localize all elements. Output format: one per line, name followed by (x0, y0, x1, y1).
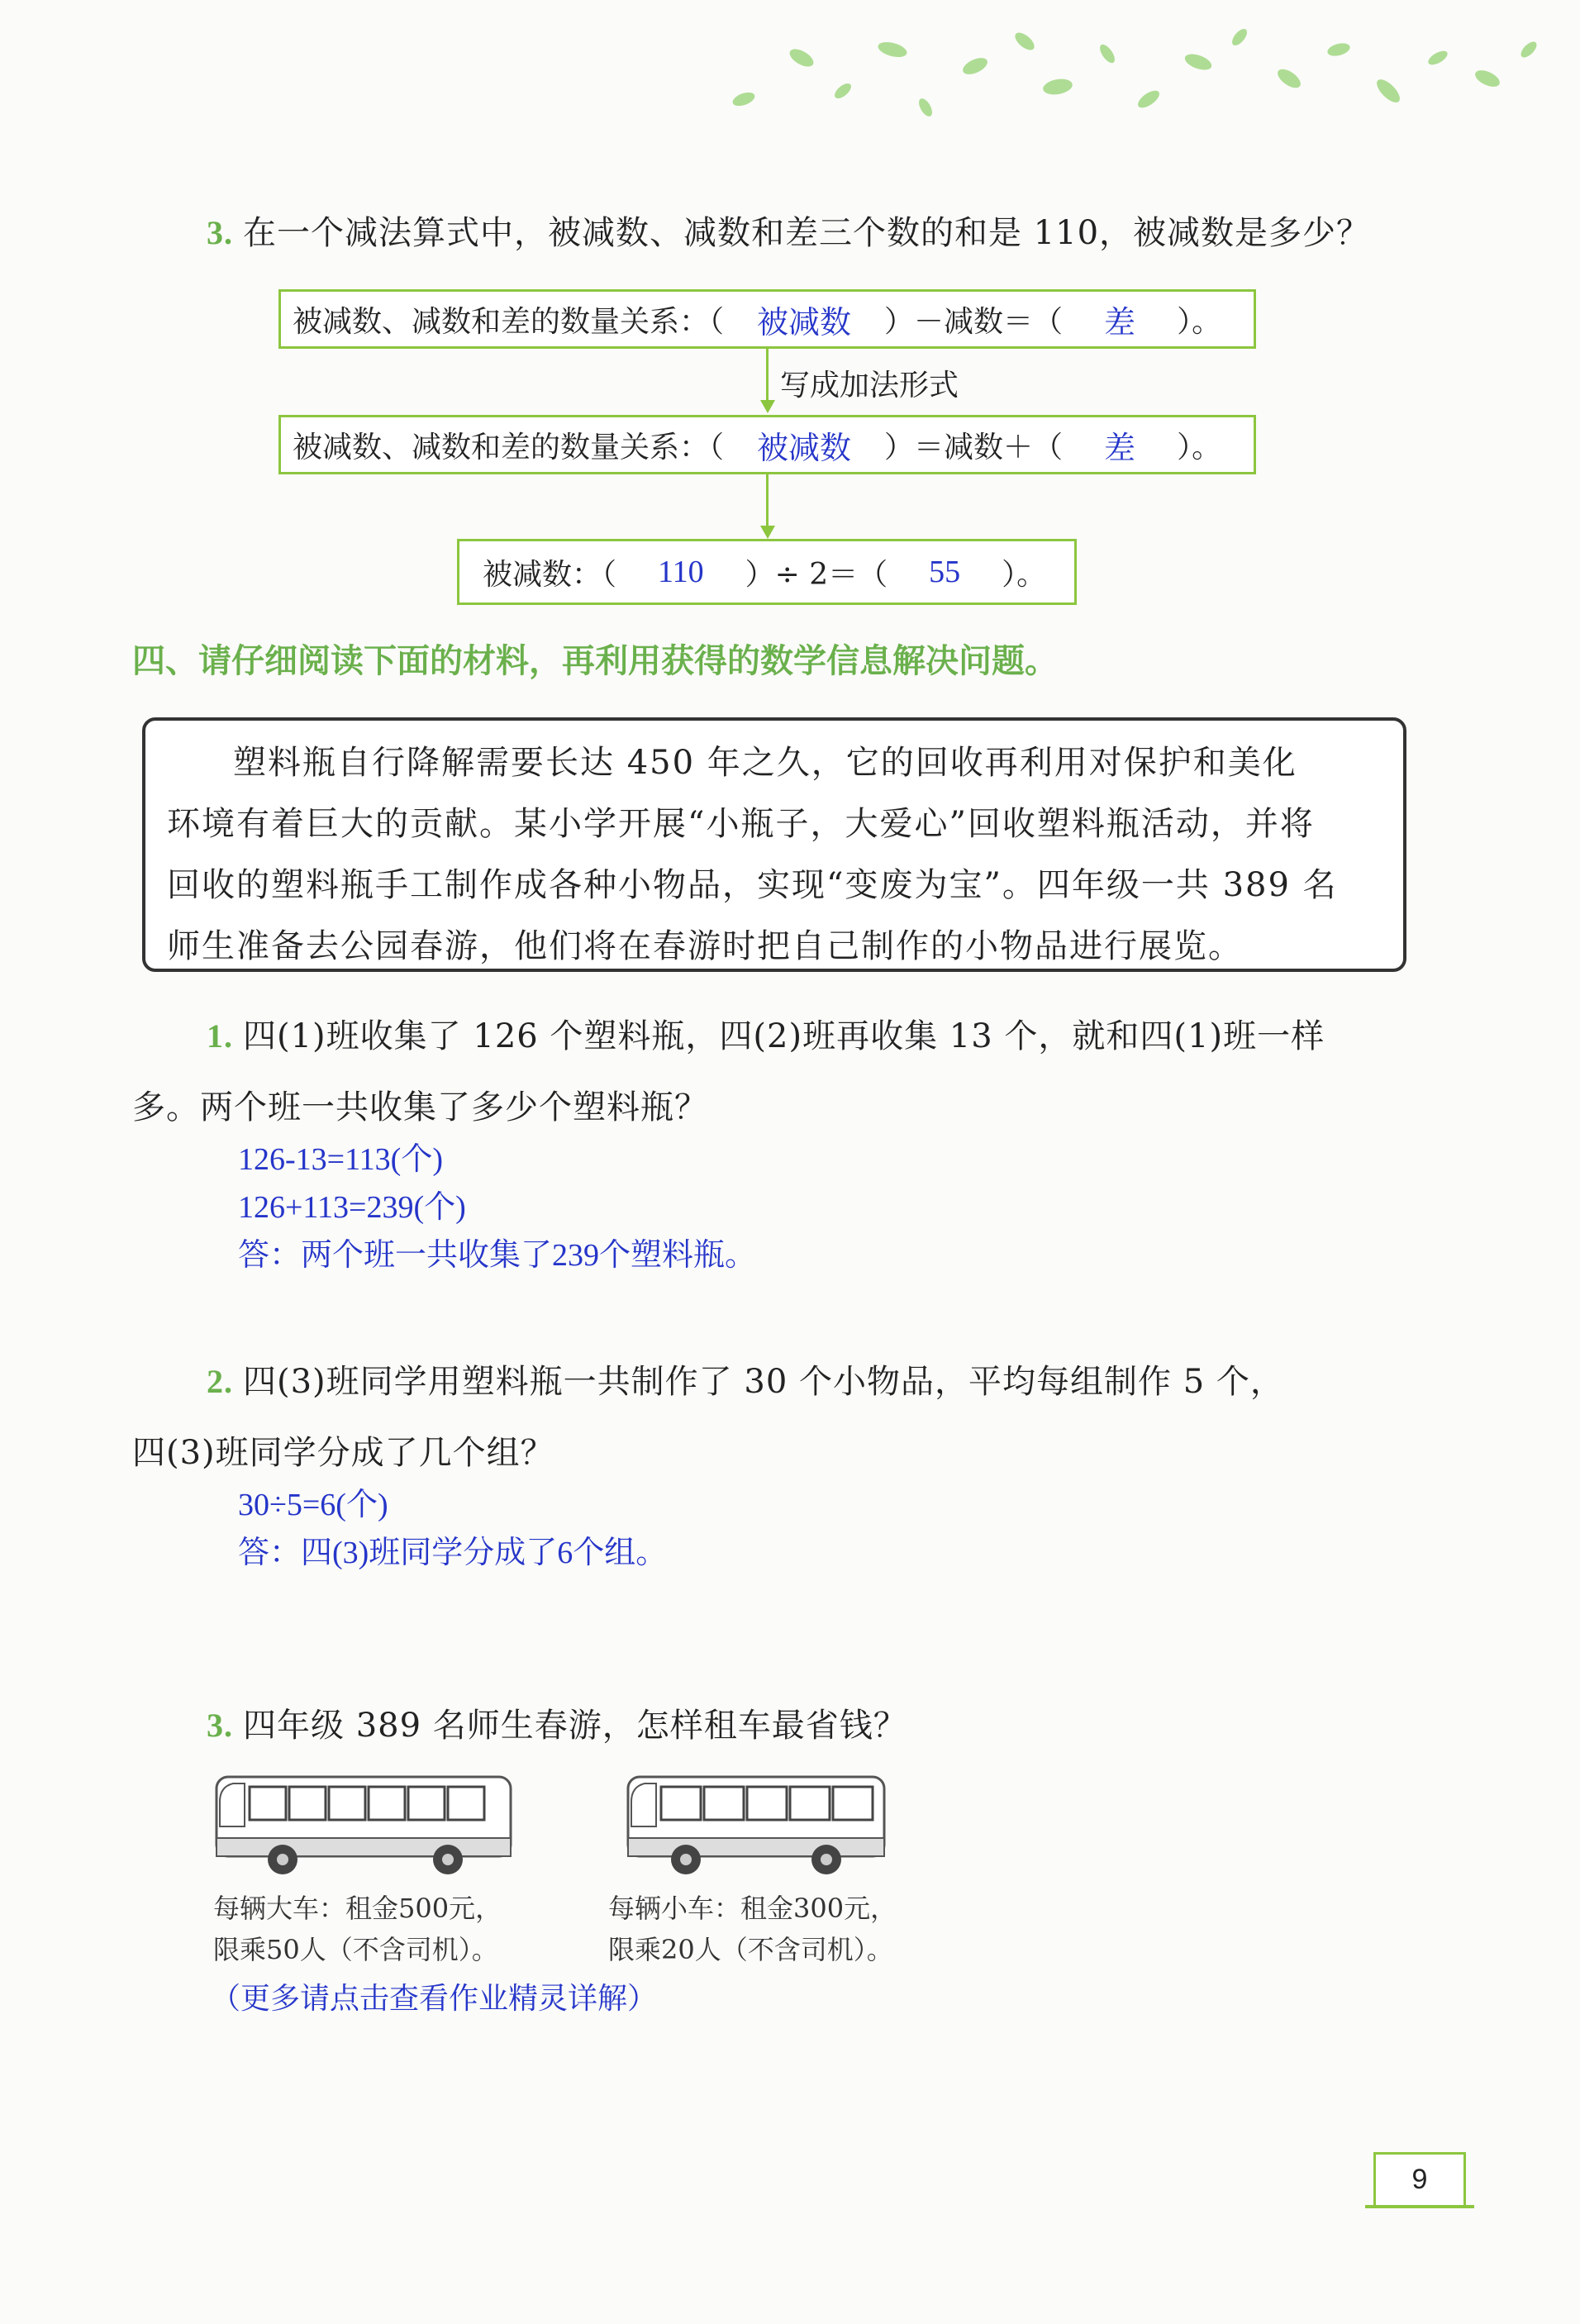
q3-top-question (207, 207, 1370, 254)
big-bus-caption (213, 1888, 502, 1970)
arrow-2-line (766, 474, 769, 526)
q2-line-2: 四(3)班同学分成了几个组？ (132, 1434, 554, 1472)
box3-answer-1: 110 (658, 555, 704, 589)
q1-answer-2: 126+113=239(个) (238, 1190, 466, 1225)
small-bus-rent: 每辆小车：租金300元， (608, 1893, 897, 1924)
result-box (457, 539, 1077, 605)
section-4-title: 四、请仔细阅读下面的材料，再利用获得的数学信息解决问题。 (132, 642, 1058, 680)
material-line-2: 环境有着巨大的贡献。某小学开展“小瓶子，大爱心”回收塑料瓶活动，并将 (167, 805, 1315, 843)
box1-answer-2: 差 (1104, 305, 1136, 341)
small-bus-icon (620, 1769, 892, 1881)
box3-prefix: 被减数：（ (483, 557, 617, 592)
big-bus-rent: 每辆大车：租金500元， (213, 1893, 502, 1924)
q3-text: 四年级 389 名师生春游，怎样租车最省钱？ (243, 1707, 907, 1745)
q1-number: 1. (207, 1017, 233, 1055)
q2-answer-1: 30÷5=6(个) (238, 1488, 388, 1522)
arrow-2-head (760, 526, 775, 539)
material-line-1: 塑料瓶自行降解需要长达 450 年之久，它的回收再利用对保护和美化 (233, 744, 1297, 782)
box2-mid: ）＝减数＋（ (884, 430, 1064, 464)
q1-answer-1: 126-13=113(个) (238, 1142, 443, 1177)
box3-suffix: ）。 (1002, 557, 1047, 592)
box3-mid: ）÷ 2＝（ (745, 557, 888, 592)
box3-answer-2: 55 (929, 555, 961, 589)
relation-box-1 (278, 289, 1256, 349)
more-details-link[interactable]: （更多请点击查看作业精灵详解） (211, 1982, 658, 2016)
q2-answers (238, 1481, 667, 1577)
box1-mid: ）－减数＝（ (884, 304, 1064, 339)
q2-text-1: 四(3)班同学用塑料瓶一共制作了 30 个小物品，平均每组制作 5 个， (243, 1363, 1284, 1401)
leaves-decoration (711, 17, 1554, 140)
box2-suffix: ）。 (1177, 430, 1222, 464)
q2-number: 2. (207, 1363, 233, 1400)
q1-line-2: 多。两个班一共收集了多少个塑料瓶？ (132, 1088, 708, 1126)
q3-top-text: 在一个减法算式中，被减数、减数和差三个数的和是 110，被减数是多少？ (243, 214, 1371, 252)
q1-text-1: 四(1)班收集了 126 个塑料瓶，四(2)班再收集 13 个，就和四(1)班一样 (243, 1017, 1325, 1055)
q1-line-1 (207, 1010, 1325, 1057)
q3-question (207, 1699, 907, 1746)
page-number-underline (1365, 2205, 1474, 2208)
q1-answers (238, 1136, 756, 1279)
box2-answer-1: 被减数 (757, 431, 852, 466)
q3-number: 3. (207, 1707, 233, 1744)
small-bus-caption (608, 1888, 897, 1970)
box1-answer-1: 被减数 (757, 305, 852, 341)
page-number: 9 (1373, 2152, 1466, 2205)
box2-prefix: 被减数、减数和差的数量关系：（ (293, 430, 725, 464)
q2-line-1 (207, 1355, 1284, 1402)
material-line-3: 回收的塑料瓶手工制作成各种小物品，实现“变废为宝”。四年级一共 389 名 (167, 866, 1338, 904)
box2-answer-2: 差 (1104, 431, 1136, 466)
arrow-1-line (766, 349, 769, 400)
arrow-label: 写成加法形式 (780, 369, 959, 402)
relation-box-2 (278, 415, 1256, 474)
q3-top-number: 3. (207, 214, 233, 251)
q1-answer-3: 答：两个班一共收集了239个塑料瓶。 (238, 1238, 757, 1273)
q2-answer-2: 答：四(3)班同学分成了6个组。 (238, 1536, 668, 1570)
big-bus-capacity: 限乘50人（不含司机）。 (213, 1934, 498, 1965)
material-line-4: 师生准备去公园春游，他们将在春游时把自己制作的小物品进行展览。 (167, 927, 1243, 965)
reading-material-box (142, 717, 1406, 972)
big-bus-icon (208, 1769, 519, 1881)
arrow-1-head (760, 400, 775, 413)
box1-prefix: 被减数、减数和差的数量关系：（ (293, 304, 725, 339)
small-bus-capacity: 限乘20人（不含司机）。 (608, 1934, 893, 1965)
box1-suffix: ）。 (1177, 304, 1222, 339)
